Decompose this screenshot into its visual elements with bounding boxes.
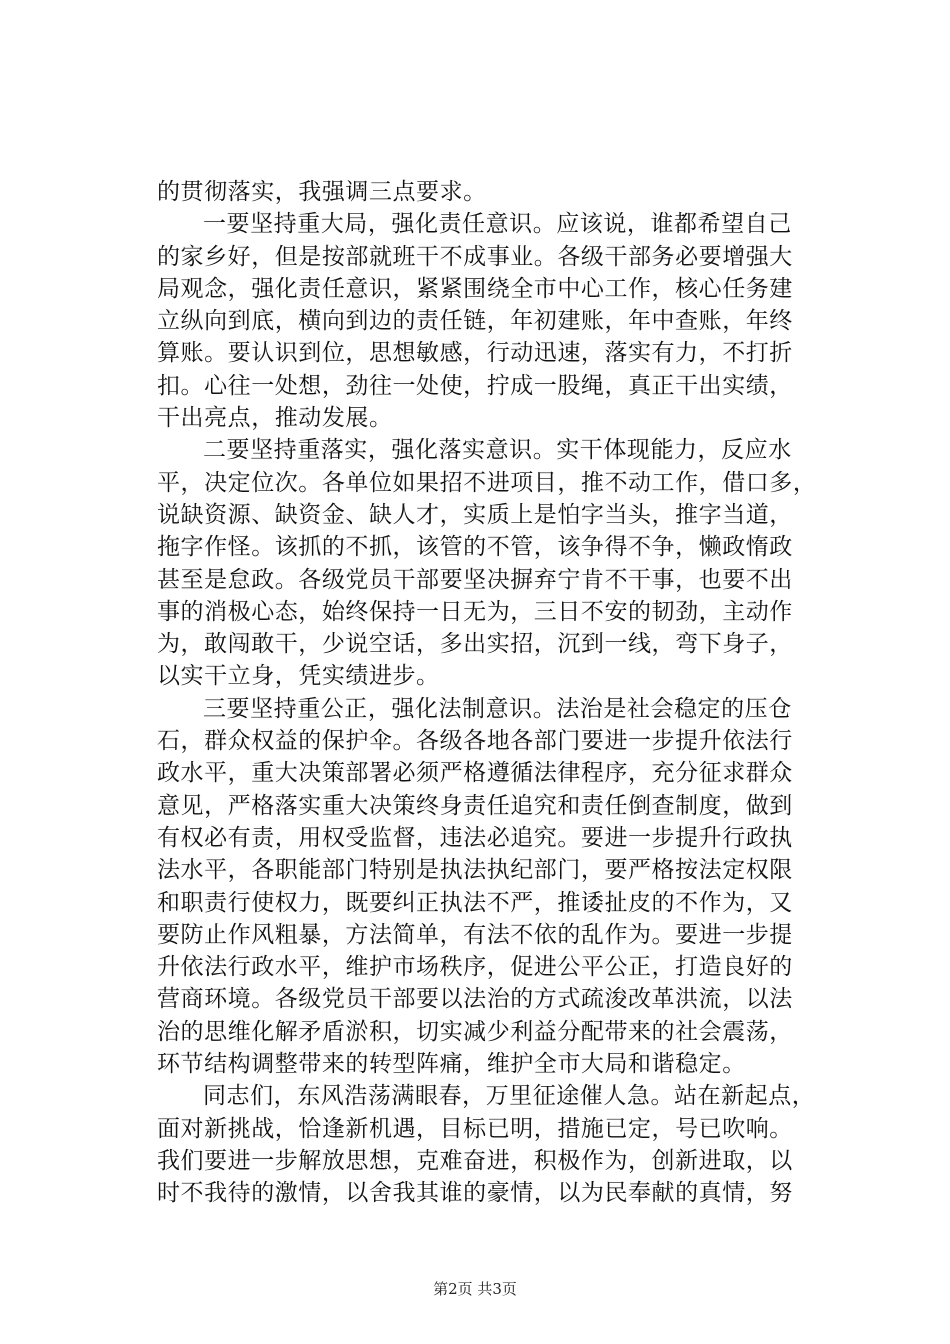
document-body — [157, 176, 829, 1210]
text-line: 治的思维化解矛盾淤积，切实减少利益分配带来的社会震荡， — [157, 1018, 793, 1045]
text-line: 事的消极心态，始终保持一日无为，三日不安的韧劲，主动作 — [157, 598, 793, 625]
page-number-label: 第2页 共3页 — [433, 1280, 517, 1298]
text-line: 以实干立身，凭实绩进步。 — [157, 663, 440, 690]
text-line: 拖字作怪。该抓的不抓，该管的不管，该争得不争，懒政惰政 — [157, 534, 793, 561]
text-line: 要防止作风粗暴，方法简单，有法不依的乱作为。要进一步提 — [157, 921, 793, 948]
text-line: 局观念，强化责任意识，紧紧围绕全市中心工作，核心任务建 — [157, 275, 793, 302]
text-line: 算账。要认识到位，思想敏感，行动迅速，落实有力，不打折 — [157, 340, 793, 367]
paragraph-first-line: 同志们，东风浩荡满眼春，万里征途催人急。站在新起点， — [203, 1083, 816, 1110]
text-line: 石，群众权益的保护伞。各级各地各部门要进一步提升依法行 — [157, 728, 793, 755]
text-line: 的家乡好，但是按部就班干不成事业。各级干部务必要增强大 — [157, 243, 793, 270]
paragraph-first-line: 一要坚持重大局，强化责任意识。应该说，谁都希望自己 — [203, 211, 792, 238]
text-line: 政水平，重大决策部署必须严格遵循法律程序，充分征求群众 — [157, 760, 793, 787]
text-line: 和职责行使权力，既要纠正执法不严，推诿扯皮的不作为，又 — [157, 889, 793, 916]
text-line: 我们要进一步解放思想，克难奋进，积极作为，创新进取，以 — [157, 1147, 793, 1174]
text-line: 升依法行政水平，维护市场秩序，促进公平公正，打造良好的 — [157, 954, 793, 981]
text-line: 扣。心往一处想，劲往一处使，拧成一股绳，真正干出实绩， — [157, 372, 793, 399]
text-line: 意见，严格落实重大决策终身责任追究和责任倒查制度，做到 — [157, 792, 793, 819]
text-line: 立纵向到底，横向到边的责任链，年初建账，年中查账，年终 — [157, 308, 793, 335]
text-line: 甚至是怠政。各级党员干部要坚决摒弃宁肯不干事，也要不出 — [157, 566, 793, 593]
page-footer — [0, 1279, 950, 1299]
text-line: 干出亮点，推动发展。 — [157, 405, 393, 432]
paragraph-first-line: 二要坚持重落实，强化落实意识。实干体现能力，反应水 — [203, 437, 792, 464]
text-line: 营商环境。各级党员干部要以法治的方式疏浚改革洪流，以法 — [157, 986, 793, 1013]
text-line: 面对新挑战，恰逢新机遇，目标已明，措施已定，号已吹响。 — [157, 1115, 793, 1142]
text-line: 有权必有责，用权受监督，违法必追究。要进一步提升行政执 — [157, 824, 793, 851]
text-line: 平，决定位次。各单位如果招不进项目，推不动工作，借口多， — [157, 469, 817, 496]
text-line: 时不我待的激情，以舍我其谁的豪情，以为民奉献的真情，努 — [157, 1180, 793, 1207]
text-line: 的贯彻落实，我强调三点要求。 — [157, 179, 487, 205]
text-line: 说缺资源、缺资金、缺人才，实质上是怕字当头，推字当道， — [157, 501, 793, 528]
text-line: 为，敢闯敢干，少说空话，多出实招，沉到一线，弯下身子， — [157, 631, 793, 658]
text-line: 环节结构调整带来的转型阵痛，维护全市大局和谐稳定。 — [157, 1051, 746, 1078]
text-line: 法水平，各职能部门特别是执法执纪部门，要严格按法定权限 — [157, 857, 793, 884]
paragraph-first-line: 三要坚持重公正，强化法制意识。法治是社会稳定的压仓 — [203, 695, 792, 722]
